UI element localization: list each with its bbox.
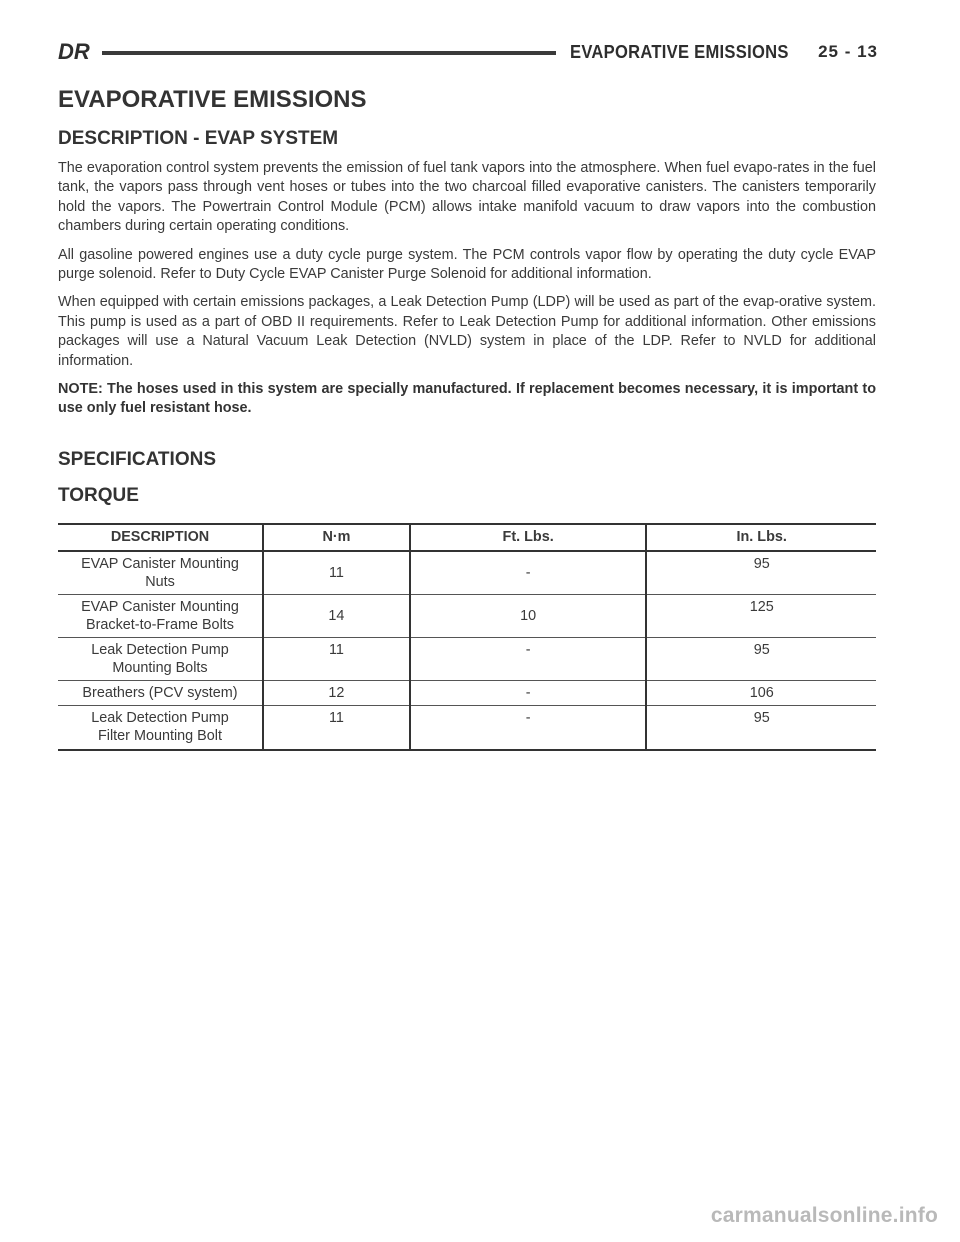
row-in-lbs: 95 (753, 555, 770, 572)
table-header-row (58, 524, 876, 551)
row-ft-lbs: - (410, 637, 647, 680)
page-title: EVAPORATIVE EMISSIONS (58, 86, 367, 113)
torque-table (58, 523, 876, 752)
description-line-1: Breathers (PCV system) (82, 684, 238, 701)
header-in-lbs: In. Lbs. (646, 524, 876, 551)
model-code: DR (58, 39, 90, 64)
description-line-2: Nuts (145, 573, 175, 590)
header-ft-lbs: Ft. Lbs. (410, 524, 647, 551)
row-nm: 11 (263, 551, 410, 595)
paragraph-purge-system: All gasoline powered engines use a duty cycle purge system. The PCM controls vapor flow by operating the duty cycle EVAP purge solenoid. Refer to Duty Cycle EVAP Canister Purge Solenoid for additional information. (58, 246, 876, 283)
paragraph-overview: The evaporation control system prevents the emission of fuel tank vapors into the atmosphere. When fuel evapo-rates in the fuel tank, the vapors pass through vent hoses or tubes into the two charcoal filled evaporative canisters. The canisters temporarily hold the vapors. The Powertrain Control Module (PCM) allows intake manifold vacuum to draw vapors into the combustion chambers during certain operating conditions. (58, 160, 876, 235)
table-row (58, 680, 876, 705)
row-description (58, 637, 263, 680)
paragraph-leak-detection: When equipped with certain emissions packages, a Leak Detection Pump (LDP) will be used as part of the evap-orative system. This pump is used as a part of OBD II requirements. Refer to Leak Detection Pump for additional information. Other emissions packages will use a Natural Vacuum Leak Detection (NVLD) system in place of the LDP. Refer to NVLD for additional information. (58, 294, 876, 369)
description-line-2: Bracket-to-Frame Bolts (86, 616, 234, 633)
row-in-lbs: 125 (646, 594, 876, 637)
description-line-1: Leak Detection Pump (91, 641, 229, 658)
row-nm: 12 (263, 680, 410, 705)
table-row (58, 594, 876, 637)
table-row (58, 637, 876, 680)
header-description: DESCRIPTION (58, 524, 263, 551)
row-description (58, 680, 263, 705)
description-line-1: EVAP Canister Mounting (81, 555, 239, 572)
torque-heading: TORQUE (58, 484, 139, 506)
page-content (58, 84, 876, 751)
description-line-1: EVAP Canister Mounting (81, 598, 239, 615)
table-row (58, 551, 876, 595)
row-ft-lbs: - (410, 705, 647, 750)
header-rule (102, 51, 557, 55)
description-line-1: Leak Detection Pump (91, 709, 229, 726)
header-nm: N·m (263, 524, 410, 551)
row-in-lbs: 106 (646, 680, 876, 705)
row-ft-lbs: - (410, 680, 647, 705)
row-in-lbs: 95 (646, 705, 876, 750)
row-description (58, 594, 263, 637)
row-ft-lbs: - (410, 551, 647, 595)
row-ft-lbs: 10 (410, 594, 647, 637)
row-nm: 11 (263, 637, 410, 680)
row-in-lbs: 95 (646, 637, 876, 680)
row-nm: 14 (263, 594, 410, 637)
row-description (58, 551, 263, 595)
table-row (58, 705, 876, 750)
description-line-2: Filter Mounting Bolt (98, 727, 222, 744)
description-heading: DESCRIPTION - EVAP SYSTEM (58, 128, 339, 149)
description-line-2: Mounting Bolts (112, 659, 208, 676)
specifications-heading: SPECIFICATIONS (58, 448, 216, 470)
note-text: NOTE: The hoses used in this system are specially manufactured. If replacement becomes necessary, it is important to use only fuel resistant hose. (58, 381, 876, 417)
page-header (58, 38, 878, 66)
page-number: 25 - 13 (818, 42, 878, 61)
section-title: EVAPORATIVE EMISSIONS (570, 41, 790, 62)
site-watermark: carmanualsonline.info (710, 1204, 938, 1227)
row-description (58, 705, 263, 750)
row-nm: 11 (263, 705, 410, 750)
